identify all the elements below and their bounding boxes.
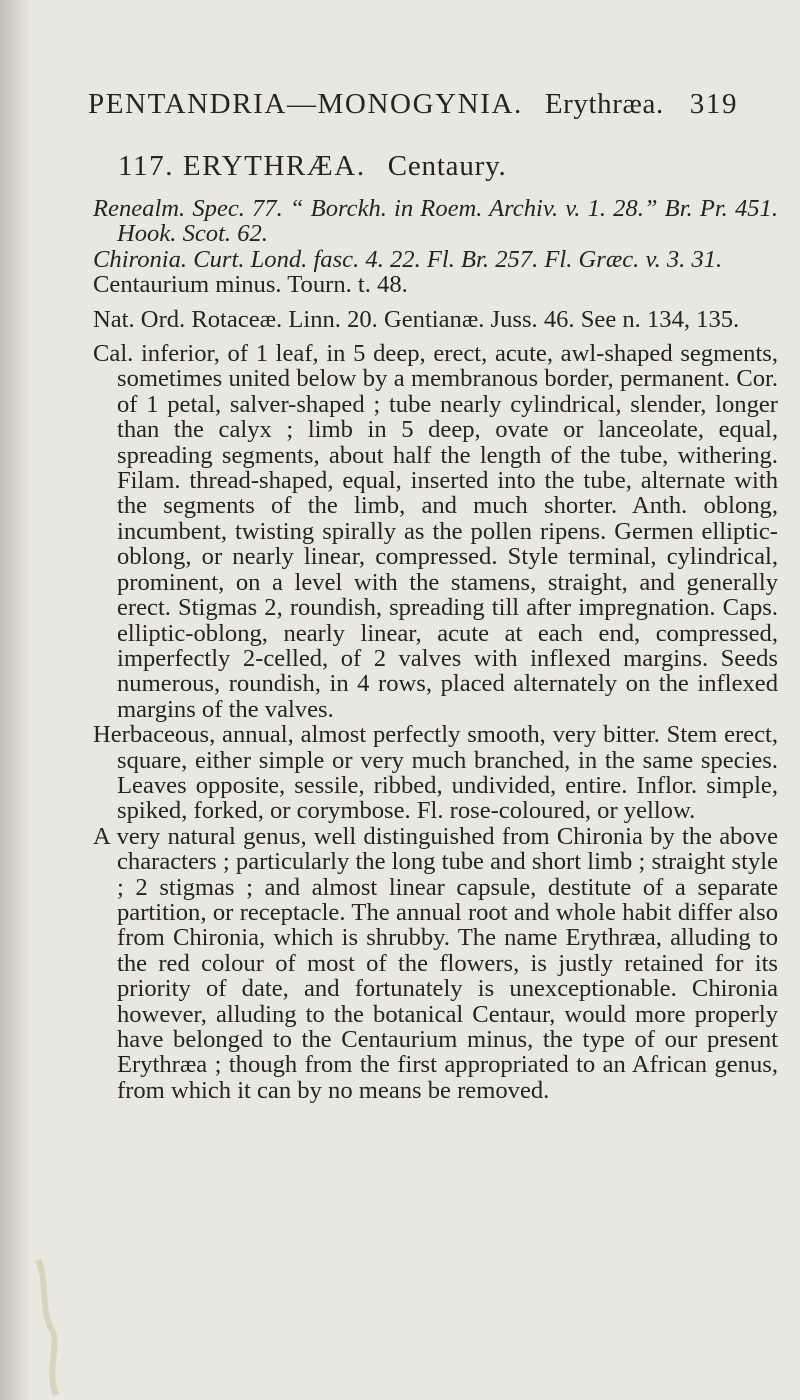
running-head-section: PENTANDRIA—MONOGYNIA. (88, 88, 523, 120)
synonym-centaurium: Centaurium minus. Tourn. t. 48. (93, 271, 408, 299)
natural-order: Nat. Ord. Rotaceæ. Linn. 20. Gentianæ. Juss. 46. See n. 134, 135. (93, 305, 740, 333)
generic-description: Cal. inferior, of 1 leaf, in 5 deep, erect, acute, awl-shaped segments, sometimes united below by a membranous border, permanent. Cor. of 1 petal, salver-shaped ; tube nearly cylindrical, slender, longer than the calyx ; limb in 5 deep, ovate or lanceolate, equal, spreading segments, about half the length of the tube, withering. Filam. thread-shaped, equal, inserted into the tube, alternate with the segments of the limb, and much shorter. Anth. oblong, incumbent, twisting spirally as the pollen ripens. Germen elliptic-oblong, or nearly linear, compressed. Style terminal, cylindrical, prominent, on a level with the stamens, straight, and generally erect. Stigmas 2, roundish, spreading till after impregnation. Caps. elliptic-oblong, nearly linear, acute at each end, compressed, imperfectly 2-celled, of 2 valves with inflexed margins. Seeds numerous, roundish, in 4 rows, placed alternately on the inflexed margins of the valves. (93, 340, 778, 723)
genus-common-name: Centaury. (387, 150, 507, 182)
running-head-genus: Erythræa. (544, 88, 664, 120)
genus-number-title: 117. ERYTHRÆA. (118, 150, 366, 182)
synonym-renealm: Renealm. Spec. 77. “ Borckh. in Roem. Archiv. v. 1. 28.” Br. Pr. 451. Hook. Scot. 62. (93, 195, 778, 248)
genus-heading (118, 150, 507, 183)
paper-stain (34, 1250, 72, 1400)
genus-remarks: A very natural genus, well distinguished from Chironia by the above characters ; particularly the long tube and short limb ; straight style ; 2 stigmas ; and almost linear capsule, destitute of a separate partition, or receptacle. The annual root and whole habit differ also from Chironia, which is shrubby. The name Erythræa, alluding to the red colour of most of the flowers, is justly retained for its priority of date, and fortunately is unexceptionable. Chironia however, alluding to the botanical Centaur, would more properly have belonged to the Centaurium minus, the type of our present Erythræa ; though from the first appropriated to an African genus, from which it can by no means be removed. (93, 822, 778, 1104)
habit-description: Herbaceous, annual, almost perfectly smooth, very bitter. Stem erect, square, either simple or very much branched, in the same species. Leaves opposite, sessile, ribbed, undivided, entire. Inflor. simple, spiked, forked, or corymbose. Fl. rose-coloured, or yellow. (93, 721, 778, 825)
page-number: 319 (689, 88, 739, 120)
binding-shadow (0, 0, 30, 1400)
genus-text (93, 196, 778, 1103)
running-head (88, 88, 778, 121)
synonym-chironia: Chironia. Curt. Lond. fasc. 4. 22. Fl. Br. 257. Fl. Græc. v. 3. 31. (93, 245, 723, 273)
